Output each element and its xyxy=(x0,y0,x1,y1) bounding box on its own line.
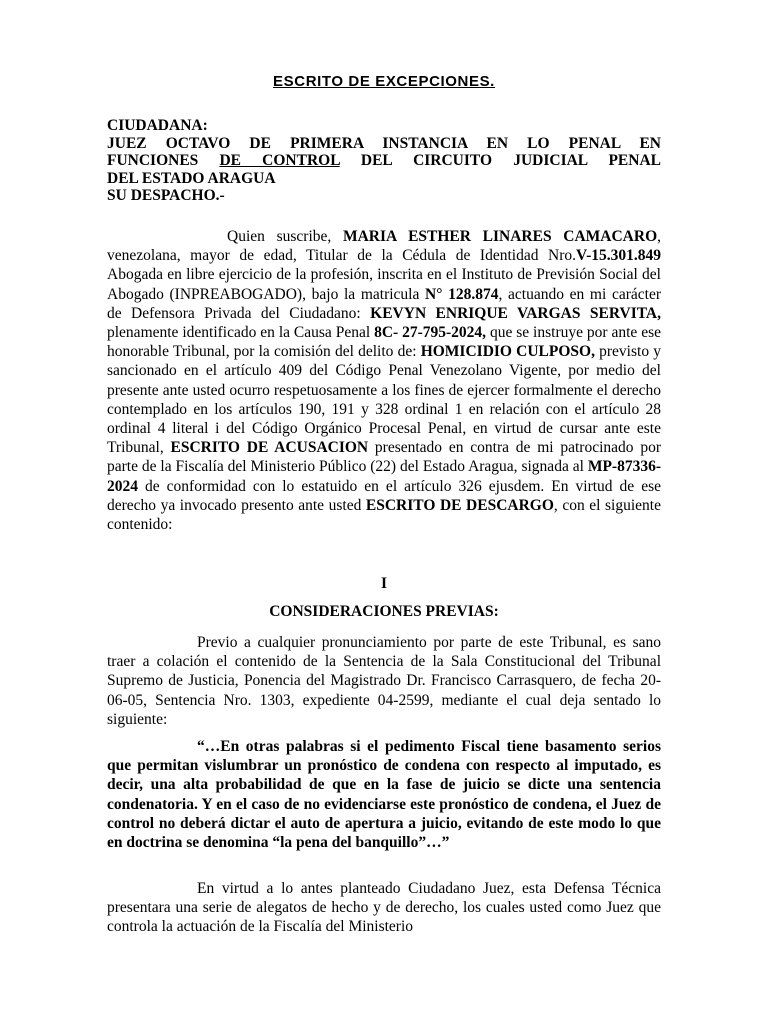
addressee-text: DEL CIRCUITO JUDICIAL PENAL xyxy=(339,152,661,169)
attorney-name: MARIA ESTHER LINARES CAMACARO xyxy=(342,228,658,245)
offense: HOMICIDIO CULPOSO, xyxy=(420,343,595,361)
addressee-underlined: DE CONTROL xyxy=(219,152,340,169)
registration-number: N° 128.874 xyxy=(425,285,499,303)
document-title: ESCRITO DE EXCEPCIONES. xyxy=(273,73,495,90)
paragraph-closing xyxy=(107,879,661,937)
text: , con el siguiente contenido: xyxy=(107,496,661,534)
paragraph-intro xyxy=(107,227,661,534)
addressee-line xyxy=(107,152,661,170)
mp-number: MP-87336-2024 xyxy=(107,458,661,495)
id-number: V-15.301.849 xyxy=(576,247,661,265)
text: , actuando en mi carácter de Defensora Privada del Ciudadano: xyxy=(107,285,661,322)
text: Quien suscribe, xyxy=(227,228,343,245)
case-number: 8C- 27-795-2024, xyxy=(374,324,487,342)
accusation-ref: ESCRITO DE ACUSACION xyxy=(170,439,369,457)
text: Abogada en libre ejercicio de la profesión, inscrita en el Instituto de Previsión Social del Abogado (INPREABOGADO), bajo la matricula xyxy=(107,266,661,303)
client-name: KEVYN ENRIQUE VARGAS SERVITA, xyxy=(370,304,661,322)
addressee-text: FUNCIONES xyxy=(107,152,220,169)
text: que se instruye por ante ese honorable Tribunal, por la comisión del delito de: xyxy=(107,324,661,361)
text: previsto y sancionado en el artículo 409 del Código Penal Venezolano Vigente, por medio del presente ante usted ocurro respetuosamente a los fines de ejercer formalmente el derecho contemplado en los artículos 190, 191 y 328 ordinal 1 en relación con el artículo 28 ordinal 4 literal i del Código Orgánico Procesal Penal, en virtud de cursar ante este Tribunal, xyxy=(107,343,661,457)
quote-text: “…En otras palabras si el pedimento Fiscal tiene basamento serios que permitan vislumbrar un pronóstico de condena con respecto al imputado, es decir, una alta probabilidad de que en la fase de juicio se dicte una sentencia condenatoria. Y en el caso de no evidenciarse este pronóstico de condena, el Juez de control no deberá dictar el auto de apertura a juicio, evitando de este modo lo que en doctrina se denomina “la pena del banquillo”…” xyxy=(107,738,661,852)
discharge-ref: ESCRITO DE DESCARGO xyxy=(365,496,554,514)
text: En virtud a lo antes planteado Ciudadano Juez, esta Defensa Técnica presentara una serie de alegatos de hecho y de derecho, los cuales usted como Juez que controla la actuación de la Fiscalía del Ministerio xyxy=(107,880,661,936)
text: , venezolana, mayor de edad, Titular de la Cédula de Identidad Nro. xyxy=(107,228,662,265)
section-title: CONSIDERACIONES PREVIAS: xyxy=(269,603,499,620)
text: de conformidad con lo estatuido en el artículo 326 ejusdem. En virtud de ese derecho ya invocado presento ante usted xyxy=(107,477,661,514)
text: presentado en contra de mi patrocinado por parte de la Fiscalía del Ministerio Público (22) del Estado Aragua, signada al xyxy=(107,439,661,476)
addressee-line: DEL ESTADO ARAGUA xyxy=(107,169,276,187)
addressee-line: JUEZ OCTAVO DE PRIMERA INSTANCIA EN LO PENAL EN xyxy=(107,134,661,152)
addressee-line: CIUDADANA: xyxy=(107,117,208,134)
text: plenamente identificado en la Causa Penal xyxy=(107,324,375,342)
addressee-line: SU DESPACHO.- xyxy=(107,187,225,204)
text: Previo a cualquier pronunciamiento por parte de este Tribunal, es sano traer a colación el contenido de la Sentencia de la Sala Constitucional del Tribunal Supremo de Justicia, Ponencia del Magistrado Dr. Francisco Carrasquero, de fecha 20-06-05, Sentencia Nro. 1303, expediente 04-2599, mediante el cual deja sentado lo siguiente: xyxy=(107,634,661,728)
paragraph-previas xyxy=(107,633,661,729)
section-number: I xyxy=(380,575,388,592)
quotation xyxy=(107,737,661,852)
addressee-block xyxy=(107,117,661,205)
